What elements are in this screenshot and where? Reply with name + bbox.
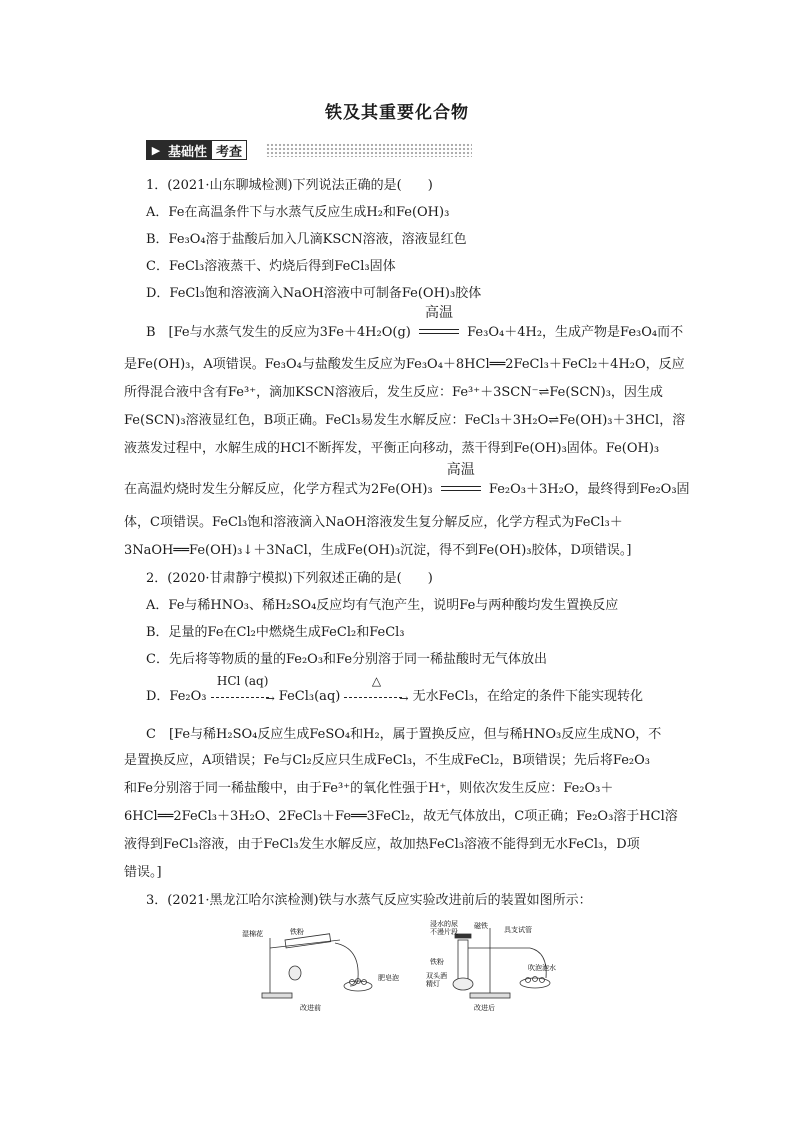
fig-left-soap: 肥皂泡 xyxy=(378,974,399,982)
q1-option-b: B．Fe₃O₄溶于盐酸后加入几滴KSCN溶液，溶液显红色 xyxy=(146,232,467,247)
fig-right-magnet: 磁铁 xyxy=(474,922,488,930)
dashed-arrow-1: HCl (aq) → xyxy=(211,690,275,704)
apparatus-figure xyxy=(230,918,570,1018)
fig-left-cotton: 湿棉花 xyxy=(242,930,263,938)
q1-answer-line-8: 3NaOH══Fe(OH)₃↓＋3NaCl，生成Fe(OH)₃沉淀，得不到Fe(OH)₃胶体，D项错误。] xyxy=(124,543,632,558)
q2-answer-line-5: 液得到FeCl₃溶液，由于FeCl₃发生水解反应，故加热FeCl₃溶液不能得到无水FeCl₃，D项 xyxy=(124,837,640,852)
q1-answer-line-5: 液蒸发过程中，水解生成的HCl不断挥发，平衡正向移动，蒸干得到Fe(OH)₃固体。Fe(OH)₃ xyxy=(124,441,660,456)
play-icon: ▶ xyxy=(146,140,166,160)
q2-answer-line-3: 和Fe分别溶于同一稀盐酸中，由于Fe³⁺的氧化性强于H⁺，则依次发生反应：Fe₂O₃＋ xyxy=(124,781,614,796)
dashed-arrow-2: △ → xyxy=(344,690,408,704)
q3-stem: 3．(2021·黑龙江哈尔滨检测)铁与水蒸气反应实验改进前后的装置如图所示： xyxy=(146,893,592,908)
q1-answer-line-6 xyxy=(124,461,690,499)
fig-right-lamp-1: 双头酒 xyxy=(426,972,447,980)
cond-high-temp-2: 高温 xyxy=(446,461,475,478)
q1-answer-line-7: 体，C项错误。FeCl₃饱和溶液滴入NaOH溶液发生复分解反应，化学方程式为FeCl₃＋ xyxy=(124,515,623,530)
q1-ans-l1b: Fe₃O₄＋4H₂，生成产物是Fe₃O₄而不 xyxy=(467,325,684,340)
badge-right: 考查 xyxy=(211,140,247,160)
q1-option-c: C．FeCl₃溶液蒸干、灼烧后得到FeCl₃固体 xyxy=(146,259,396,274)
q2-option-c: C．先后将等物质的量的Fe₂O₃和Fe分别溶于同一稀盐酸时无气体放出 xyxy=(146,652,548,667)
q1-answer-line-2: 是Fe(OH)₃，A项错误。Fe₃O₄与盐酸发生反应为Fe₃O₄＋8HCl══2FeCl₃＋FeCl₂＋4H₂O，反应 xyxy=(124,357,685,372)
q2-answer-line-1: C [Fe与稀H₂SO₄反应生成FeSO₄和H₂，属于置换反应，但与稀HNO₃反应生成NO，不 xyxy=(146,727,662,742)
q2-option-b: B．足量的Fe在Cl₂中燃烧生成FeCl₂和FeCl₃ xyxy=(146,625,405,640)
fig-right-iron: 铁粉 xyxy=(430,958,444,966)
fig-right-lamp-2: 精灯 xyxy=(426,980,440,988)
q1-ans-l6b: Fe₂O₃＋3H₂O，最终得到Fe₂O₃固 xyxy=(488,482,690,497)
q2-option-d xyxy=(146,673,643,706)
q2-answer-line-4: 6HCl══2FeCl₃＋3H₂O、2FeCl₃＋Fe══3FeCl₂，故无气体放出，C项正确；Fe₂O₃溶于HCl溶 xyxy=(124,809,678,824)
q1-ans-l1a: B [Fe与水蒸气发生的反应为3Fe＋4H₂O(g) xyxy=(146,325,411,340)
fig-right-paper-2: 不漫片段 xyxy=(430,928,458,936)
q1-answer-line-1 xyxy=(146,304,684,342)
arrow-cond-hcl: HCl (aq) xyxy=(216,673,269,688)
q2-answer-line-2: 是置换反应，A项错误；Fe与Cl₂反应只生成FeCl₃，不生成FeCl₂，B项错误；先后将Fe₂O₃ xyxy=(124,753,650,768)
q1-option-d: D．FeCl₃饱和溶液滴入NaOH溶液中可制备Fe(OH)₃胶体 xyxy=(146,286,482,301)
fig-right-tube: 具支试管 xyxy=(504,926,532,934)
q1-ans-l6a: 在高温灼烧时发生分解反应，化学方程式为2Fe(OH)₃ xyxy=(124,482,433,497)
q1-answer-line-4: Fe(SCN)₃溶液显红色，B项正确。FeCl₃易发生水解反应：FeCl₃＋3H₂O⇌Fe(OH)₃＋3HCl，溶 xyxy=(124,413,686,428)
q1-option-a: A．Fe在高温条件下与水蒸气反应生成H₂和Fe(OH)₃ xyxy=(146,205,450,220)
apparatus-before xyxy=(262,934,372,998)
badge-left: 基础性 xyxy=(166,140,211,160)
q2-answer-line-6: 错误。] xyxy=(124,865,162,880)
fig-left-caption: 改进前 xyxy=(300,1004,321,1012)
q2-d-a: D．Fe₂O₃ xyxy=(146,689,207,704)
page-title: 铁及其重要化合物 xyxy=(325,103,469,123)
badge-dots-decoration xyxy=(266,143,472,157)
apparatus-after xyxy=(453,928,550,998)
fig-right-bubble: 吹泡泡水 xyxy=(528,964,556,972)
fig-right-caption: 改进后 xyxy=(474,1004,495,1012)
q1-stem: 1．(2021·山东聊城检测)下列说法正确的是( ) xyxy=(146,178,433,193)
equals-high-temp-2 xyxy=(441,461,481,497)
fig-left-iron: 铁粉 xyxy=(290,928,304,936)
cond-high-temp: 高温 xyxy=(424,304,453,321)
q1-answer-line-3: 所得混合液中含有Fe³⁺，滴加KSCN溶液后，发生反应：Fe³⁺＋3SCN⁻⇌Fe(SCN)₃，因生成 xyxy=(124,385,663,400)
section-badge xyxy=(146,140,247,160)
q2-stem: 2．(2020·甘肃静宁模拟)下列叙述正确的是( ) xyxy=(146,571,433,586)
equals-high-temp xyxy=(419,304,459,340)
q2-d-c: 无水FeCl₃，在给定的条件下能实现转化 xyxy=(412,689,643,704)
fig-right-paper-1: 浸水的尿 xyxy=(430,920,458,928)
q2-option-a: A．Fe与稀HNO₃、稀H₂SO₄反应均有气泡产生，说明Fe与两种酸均发生置换反应 xyxy=(146,598,619,613)
q2-d-b: FeCl₃(aq) xyxy=(278,689,341,704)
arrow-cond-heat: △ xyxy=(371,673,382,688)
